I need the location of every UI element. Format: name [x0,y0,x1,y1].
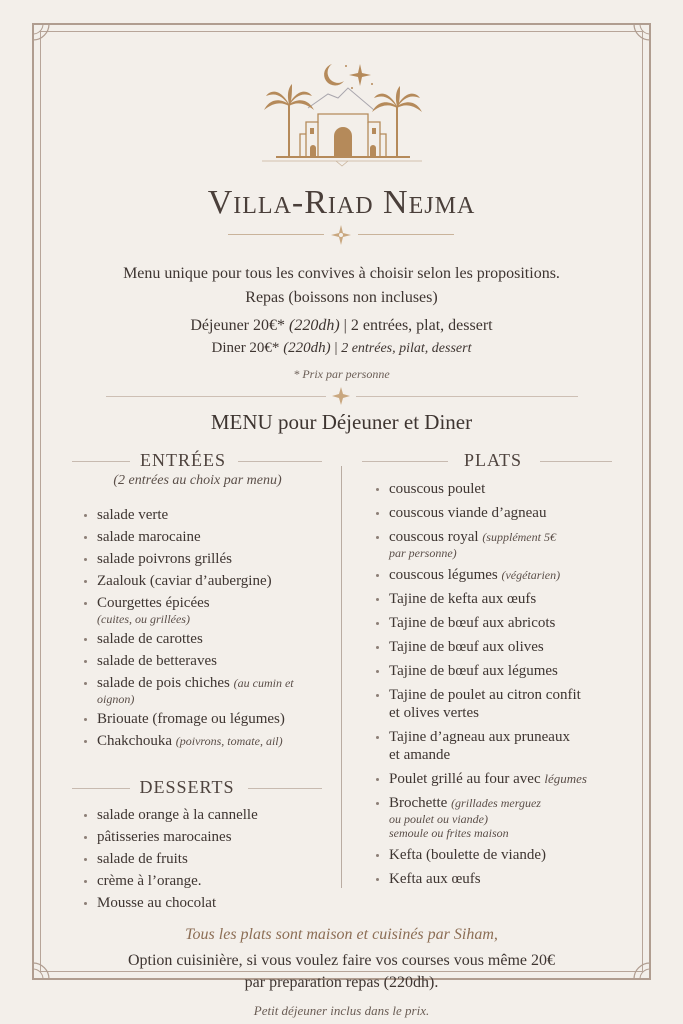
breakfast-note: Petit déjeuner inclus dans le prix. [253,1003,430,1018]
list-item: Tajine de bœuf aux olives [374,638,624,656]
dinner-label: Diner 20€* [211,340,280,356]
list-item: Poulet grillé au four avec légumes [374,770,624,788]
list-item: salade verte [82,506,337,524]
corner-ornament [632,24,650,42]
separator: | [343,317,347,334]
list-item: Tajine de bœuf aux abricots [374,614,624,632]
lunch-price-dh: (220dh) [289,317,340,334]
cook-option-price: par preparation repas (220dh). [244,974,439,991]
plats-heading: PLATS [463,450,522,470]
list-item: couscous poulet [374,480,624,498]
chef-note: Tous les plats sont maison et cuisinés par Siham, [185,926,498,943]
divider [540,461,612,462]
divider [72,788,130,789]
entrees-list [82,506,337,750]
list-item: salade marocaine [82,528,337,546]
divider [238,461,322,462]
corner-ornament [33,24,51,42]
dinner-price-dh: (220dh) [283,340,331,356]
divider [72,461,130,462]
menu-heading: MENU pour Déjeuner et Diner [210,410,473,434]
list-item: crème à l’orange. [82,872,337,890]
divider [362,461,448,462]
list-item: salade orange à la cannelle [82,806,337,824]
list-item: Kefta aux œufs [374,870,624,888]
ornament-star-icon [331,225,351,245]
list-item: Tajine de bœuf aux légumes [374,662,624,680]
list-item: Chakchouka (poivrons, tomate, ail) [82,732,337,750]
list-item: Kefta (boulette de viande) [374,846,624,864]
dinner-detail: 2 entrées, pilat, dessert [341,341,472,356]
entrees-heading: ENTRÉES [140,450,226,470]
meal-note: Repas (boissons non incluses) [245,289,438,306]
lunch-price [0,317,683,335]
lunch-label: Déjeuner 20€* [190,317,286,334]
divider [248,788,322,789]
cook-option: Option cuisinière, si vous voulez faire vos courses vous même 20€ [127,952,556,969]
list-item: couscous viande d’agneau [374,504,624,522]
divider [228,234,324,235]
ornament-star-icon [332,387,350,405]
crescent-moon-icon [324,64,344,86]
list-item: Tajine d’agneau aux pruneaux et amande [374,728,624,764]
intro-text: Menu unique pour tous les convives à choisir selon les propositions. [123,265,560,282]
list-item: salade de fruits [82,850,337,868]
list-item: salade poivrons grillés [82,550,337,568]
plats-list [374,480,624,888]
list-item: salade de betteraves [82,652,337,670]
list-item: salade de carottes [82,630,337,648]
list-item: Tajine de kefta aux œufs [374,590,624,608]
riad-logo [256,58,428,178]
star-icon [349,64,371,86]
list-item: Zaalouk (caviar d’aubergine) [82,572,337,590]
lunch-detail: 2 entrées, plat, dessert [350,317,493,334]
list-item: couscous royal (supplément 5€ par personne) [374,528,624,560]
restaurant-title: Villa-Riad Nejma [207,184,476,221]
divider [356,396,578,397]
desserts-list [82,806,337,912]
list-item: salade de pois chiches (au cumin et oignon) [82,674,337,706]
list-item: Brochette (grillades merguez ou poulet ou viande) semoule ou frites maison [374,794,624,840]
divider [358,234,454,235]
dinner-price [0,340,683,357]
list-item: Mousse au chocolat [82,894,337,912]
list-item: Tajine de poulet au citron confit et olives vertes [374,686,624,722]
list-item: couscous légumes (végétarien) [374,566,624,584]
list-item: pâtisseries marocaines [82,828,337,846]
list-item: Briouate (fromage ou légumes) [82,710,337,728]
entrees-subtitle: (2 entrées au choix par menu) [113,473,282,488]
price-footnote: * Prix par personne [293,367,390,381]
desserts-heading: DESSERTS [139,777,235,797]
column-divider [341,466,342,888]
divider [106,396,326,397]
list-item: Courgettes épicées (cuites, ou grillées) [82,594,337,626]
separator: | [334,340,338,356]
